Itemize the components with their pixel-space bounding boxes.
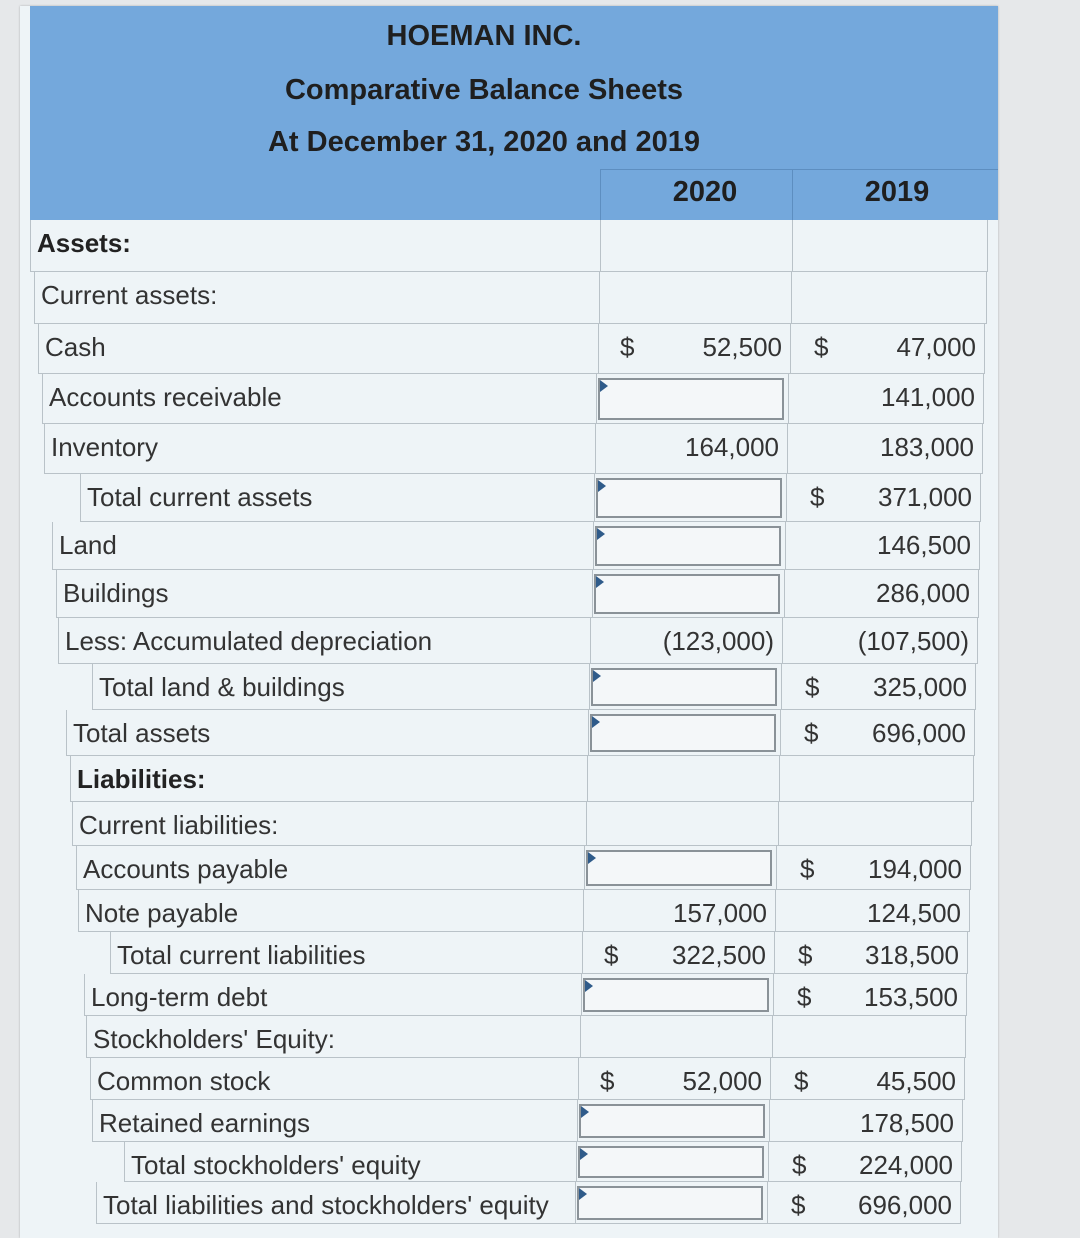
value-2019: 318,500: [865, 940, 959, 970]
company-title: HOEMAN INC.: [386, 20, 582, 52]
value-2019: 696,000: [858, 1190, 952, 1220]
cell-2019-current-liabilities: [778, 802, 972, 846]
value-2019: 124,500: [867, 898, 961, 928]
cell-2019-current-assets: [791, 272, 987, 324]
dollar-sign-2019: $: [791, 1190, 806, 1220]
value-2019: 178,500: [860, 1108, 954, 1138]
answer-input-2020-accounts-payable[interactable]: [586, 850, 772, 886]
value-2019: 45,500: [876, 1066, 956, 1096]
sheet-header: [30, 6, 998, 220]
column-header-2020: 2020: [672, 176, 738, 208]
dollar-sign-2020: $: [620, 332, 635, 362]
cell-2019-land: [785, 522, 980, 570]
row-label-total-se: Total stockholders' equity: [124, 1142, 576, 1182]
dollar-sign-2019: $: [805, 672, 820, 702]
cell-2019-inventory: [787, 424, 983, 474]
answer-input-2020-retained-earnings[interactable]: [579, 1104, 765, 1138]
statement-date: At December 31, 2020 and 2019: [267, 126, 701, 158]
row-label-assets: Assets:: [30, 220, 600, 272]
value-2019: 146,500: [877, 530, 971, 560]
value-2020: 52,000: [682, 1066, 762, 1096]
statement-title: Comparative Balance Sheets: [284, 74, 684, 106]
value-2019: 47,000: [896, 332, 976, 362]
value-2019: 224,000: [859, 1150, 953, 1180]
value-2019: 325,000: [873, 672, 967, 702]
cell-2019-assets: [792, 220, 988, 272]
value-2019: 286,000: [876, 578, 970, 608]
value-2019: 141,000: [881, 382, 975, 412]
cell-2020-stockholders-equity: [580, 1016, 772, 1058]
row-label-total-current-liabilities: Total current liabilities: [110, 932, 582, 974]
balance-sheet: [20, 6, 998, 1238]
value-2019: 696,000: [872, 718, 966, 748]
dollar-sign-2019: $: [814, 332, 829, 362]
value-2019: 153,500: [864, 982, 958, 1012]
dollar-sign-2020: $: [600, 1066, 615, 1096]
dollar-sign-2020: $: [604, 940, 619, 970]
row-label-long-term-debt: Long-term debt: [84, 974, 581, 1016]
value-2019: 371,000: [878, 482, 972, 512]
dollar-sign-2019: $: [797, 982, 812, 1012]
answer-input-2020-accounts-receivable[interactable]: [598, 378, 784, 420]
value-2020: 164,000: [685, 432, 779, 462]
dollar-sign-2019: $: [800, 854, 815, 884]
cell-2019-buildings: [784, 570, 979, 618]
dollar-sign-2019: $: [810, 482, 825, 512]
cell-2020-liabilities: [587, 756, 779, 802]
answer-input-2020-total-assets[interactable]: [590, 714, 776, 752]
value-2019: (107,500): [857, 626, 969, 656]
dollar-sign-2019: $: [792, 1150, 807, 1180]
answer-input-2020-buildings[interactable]: [594, 574, 780, 614]
row-label-retained-earnings: Retained earnings: [92, 1100, 577, 1142]
row-label-accounts-payable: Accounts payable: [76, 846, 584, 890]
row-label-current-liabilities: Current liabilities:: [72, 802, 586, 846]
row-label-accum-depr: Less: Accumulated depreciation: [58, 618, 590, 664]
row-label-total-liab-se: Total liabilities and stockholders' equity: [96, 1182, 575, 1224]
cell-2019-accum-depr: [782, 618, 978, 664]
answer-input-2020-total-land-buildings[interactable]: [591, 668, 777, 706]
value-2020: (123,000): [662, 626, 774, 656]
value-2020: 52,500: [702, 332, 782, 362]
row-label-current-assets: Current assets:: [34, 272, 599, 324]
value-2020: 157,000: [673, 898, 767, 928]
row-label-liabilities: Liabilities:: [70, 756, 587, 802]
answer-input-2020-total-se[interactable]: [578, 1146, 764, 1178]
row-label-total-assets: Total assets: [66, 710, 588, 756]
cell-2019-note-payable: [775, 890, 970, 932]
row-label-land: Land: [52, 522, 593, 570]
cell-2019-accounts-receivable: [788, 374, 984, 424]
cell-2020-inventory: [595, 424, 787, 474]
row-label-buildings: Buildings: [56, 570, 592, 618]
answer-input-2020-long-term-debt[interactable]: [583, 978, 769, 1012]
cell-2020-current-liabilities: [586, 802, 778, 846]
answer-input-2020-land[interactable]: [595, 526, 781, 566]
value-2019: 183,000: [880, 432, 974, 462]
value-2020: 322,500: [672, 940, 766, 970]
dollar-sign-2019: $: [804, 718, 819, 748]
row-label-total-current-assets: Total current assets: [80, 474, 594, 522]
column-header-2019: 2019: [864, 176, 930, 208]
cell-2020-note-payable: [583, 890, 775, 932]
value-2019: 194,000: [868, 854, 962, 884]
row-label-stockholders-equity: Stockholders' Equity:: [86, 1016, 580, 1058]
row-label-common-stock: Common stock: [90, 1058, 578, 1100]
dollar-sign-2019: $: [798, 940, 813, 970]
row-label-note-payable: Note payable: [78, 890, 583, 932]
cell-2019-liabilities: [779, 756, 974, 802]
row-label-inventory: Inventory: [44, 424, 595, 474]
cell-2020-current-assets: [599, 272, 791, 324]
answer-input-2020-total-current-assets[interactable]: [596, 478, 782, 518]
row-label-total-land-buildings: Total land & buildings: [92, 664, 589, 710]
cell-2019-stockholders-equity: [772, 1016, 966, 1058]
row-label-accounts-receivable: Accounts receivable: [42, 374, 596, 424]
row-label-cash: Cash: [38, 324, 598, 374]
cell-2020-accum-depr: [590, 618, 782, 664]
dollar-sign-2019: $: [794, 1066, 809, 1096]
cell-2019-retained-earnings: [769, 1100, 963, 1142]
cell-2020-assets: [600, 220, 792, 272]
answer-input-2020-total-liab-se[interactable]: [577, 1186, 763, 1220]
